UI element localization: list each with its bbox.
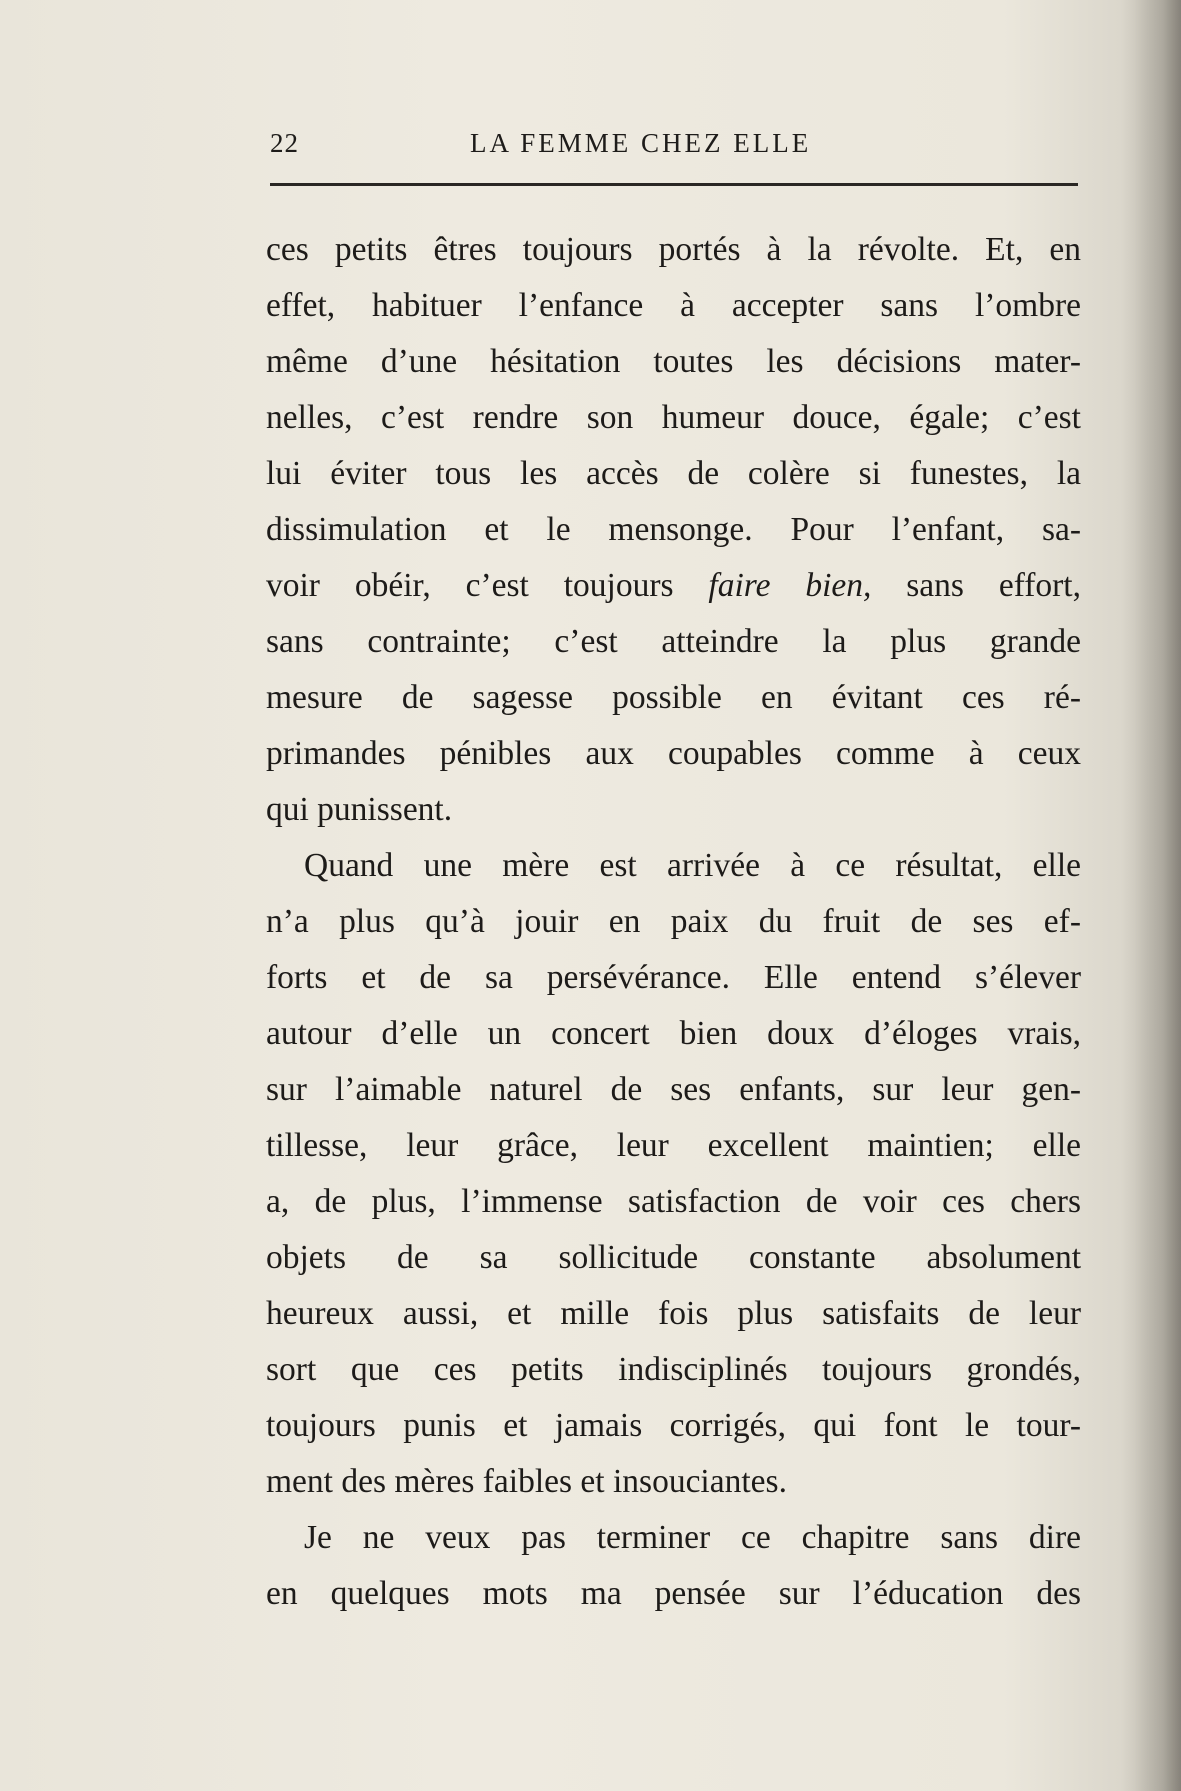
text-line: en quelques mots ma pensée sur l’éducation des	[266, 1575, 1081, 1612]
header-rule	[270, 183, 1078, 186]
text-line: n’a plus qu’à jouir en paix du fruit de ses ef-	[266, 903, 1081, 940]
text-line: forts et de sa persévérance. Elle entend s’élever	[266, 959, 1081, 996]
text-line: sur l’aimable naturel de ses enfants, sur leur gen-	[266, 1071, 1081, 1108]
text-line-with-italic	[266, 558, 1081, 614]
text-line: heureux aussi, et mille fois plus satisfaits de leur	[266, 1295, 1081, 1332]
text-line: même d’une hésitation toutes les décisions mater-	[266, 343, 1081, 380]
text-line: ces petits êtres toujours portés à la révolte. Et, en	[266, 231, 1081, 268]
paragraph-start-line: Je ne veux pas terminer ce chapitre sans dire	[304, 1519, 1081, 1556]
text-line: toujours punis et jamais corrigés, qui font le tour-	[266, 1407, 1081, 1444]
italic-phrase: faire bien,	[708, 567, 872, 604]
page-edge-shadow	[1121, 0, 1181, 1791]
text-line: ment des mères faibles et insouciantes.	[266, 1463, 787, 1500]
text-line: a, de plus, l’immense satisfaction de voir ces chers	[266, 1183, 1081, 1220]
running-title: LA FEMME CHEZ ELLE	[470, 128, 812, 158]
text-line: lui éviter tous les accès de colère si funestes, la	[266, 455, 1081, 492]
text-line: qui punissent.	[266, 791, 453, 828]
page-number: 22	[270, 128, 299, 158]
text-segment: voir obéir, c’est toujours	[266, 567, 709, 604]
text-line: mesure de sagesse possible en évitant ces ré-	[266, 679, 1081, 716]
text-line: sort que ces petits indisciplinés toujours grondés,	[266, 1351, 1081, 1388]
body-text	[266, 222, 1081, 1622]
text-line: effet, habituer l’enfance à accepter sans l’ombre	[266, 287, 1081, 324]
text-segment: sans effort,	[871, 567, 1081, 604]
page-header	[270, 128, 1078, 168]
text-line: dissimulation et le mensonge. Pour l’enfant, sa-	[266, 511, 1081, 548]
text-line: nelles, c’est rendre son humeur douce, égale; c’est	[266, 399, 1081, 436]
text-line: objets de sa sollicitude constante absolument	[266, 1239, 1081, 1276]
text-line: primandes pénibles aux coupables comme à ceux	[266, 735, 1081, 772]
text-line: sans contrainte; c’est atteindre la plus grande	[266, 623, 1081, 660]
text-line: tillesse, leur grâce, leur excellent maintien; elle	[266, 1127, 1081, 1164]
text-line: autour d’elle un concert bien doux d’éloges vrais,	[266, 1015, 1081, 1052]
paragraph-start-line: Quand une mère est arrivée à ce résultat, elle	[304, 847, 1081, 884]
